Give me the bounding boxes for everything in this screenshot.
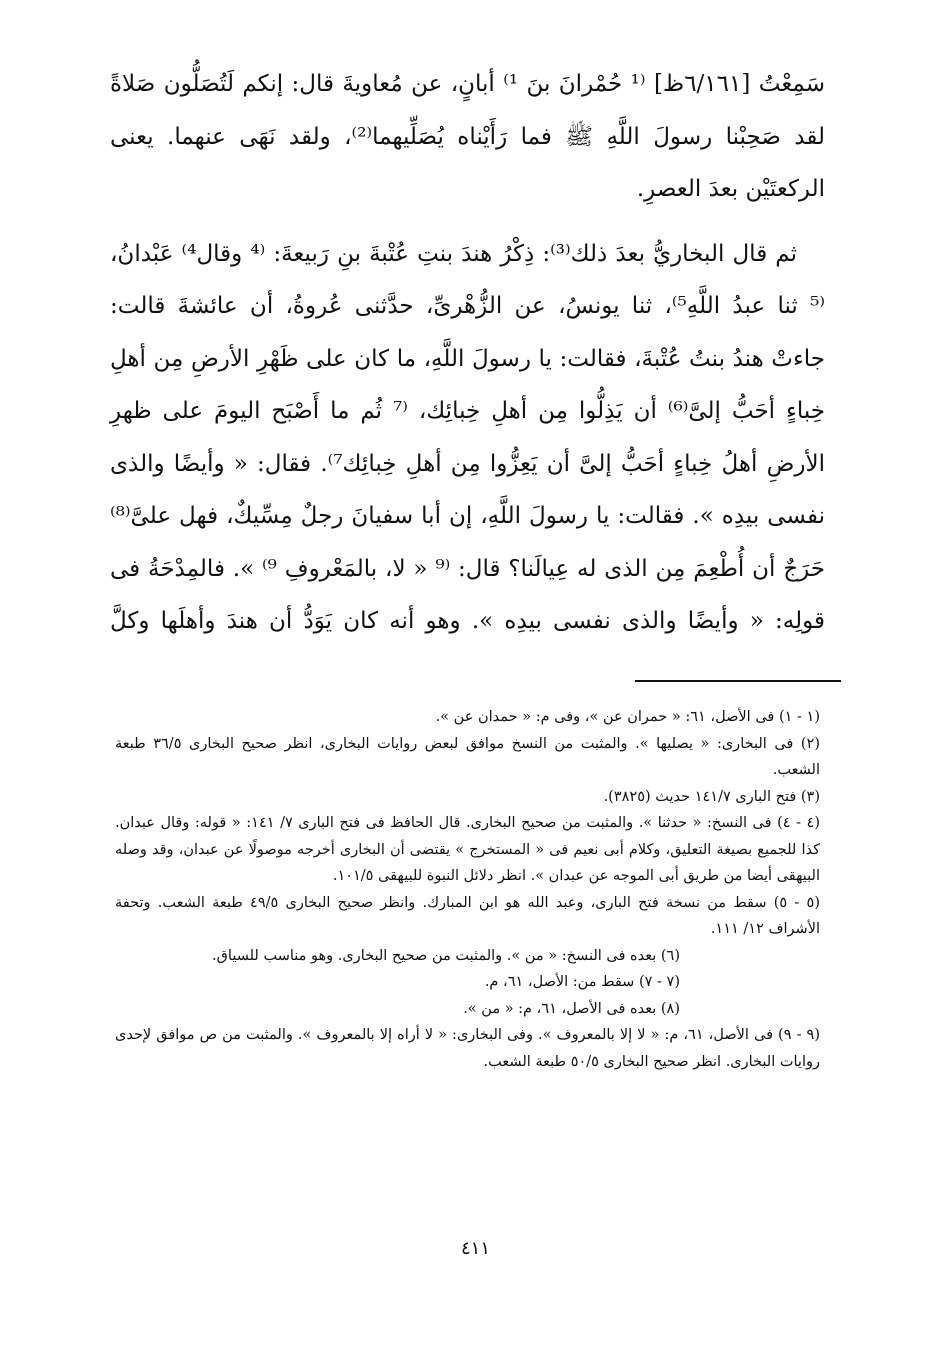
footnote-3: (٣) فتح البارى ١٤١/٧ حديث (٣٨٢٥). [603,788,820,805]
footnote-1: (١ - ١) فى الأصل، ٦١: « حمران عن »، وفى م: « حمدان عن ». [435,709,820,725]
footnote-9: (٩ - ٩) فى الأصل، ٦١، م: « لا إلا بالمعروف ». وفى البخارى: « لا أراه إلا بالمعروف ». والمثبت من ص موافق لإحدى روايات البخارى. انظر صحيح البخارى ٥٠/٥ طبعة الشعب. [115,1027,820,1070]
footnote-8: (٨) بعده فى الأصل، ٦١، م: « من ». [463,1000,680,1017]
paragraph-1: سَمِعْتُ [٦/١٦١ظ] ⁽¹ حُمْرانَ بنَ ¹⁾ أبانٍ، عن مُعاويةَ قال: إنكم لَتُصَلُّون صَلاةً لقد صَحِبْنا رسولَ اللَّهِ ﷺ فما رَأَيْناه يُصَلِّيهما⁽²⁾، ولقد نَهَى عنهما. يعنى الركعتَيْن بعدَ العصرِ. [110,71,825,202]
footnote-2: (٢) فى البخارى: « يصليها ». والمثبت من النسخ موافق لبعض روايات البخارى، انظر صحيح البخارى ٣٦/٥ طبعة الشعب. [115,735,821,778]
paragraph-2: ثم قال البخاريُّ بعدَ ذلك⁽³⁾: ذِكْرُ هندَ بنتِ عُتْبةَ بنِ رَبيعةَ: ⁽⁴ وقال⁴⁾ عَبْدانُ، ⁽⁵ ثنا عبدُ اللَّهِ⁵⁾، ثنا يونسُ، عن الزُّهْرىِّ، حدَّثنى عُروةُ، أن عائشةَ قالت: جاءتْ هندُ بنتُ عُتْبةَ، فقالت: يا رسولَ اللَّهِ، ما كان على ظَهْرِ الأرضِ مِن أهلِ خِباءٍ أحَبُّ إلىَّ⁽⁶⁾ أن يَذِلُّوا مِن أهلِ خِبائِك، ⁽⁷ ثُم ما أَصْبَح اليومَ على ظهرِ الأرضِ أهلُ خِباءٍ أحَبُّ إلىَّ أن يَعِزُّوا مِن أهلِ خِبائِك⁷⁾. فقال: « وأيضًا والذى نفسى بيدِه ». فقالت: يا رسولَ اللَّهِ، إن أبا سفيانَ رجلٌ مِسِّيكٌ، فهل علىَّ⁽⁸⁾ حَرَجٌ أن أُطْعِمَ مِن الذى له عِيالَنا؟ قال: ⁽⁹ « لا، بالمَعْروفِ ⁹⁾ ». فالمِدْحَةُ فى قولِه: « وأيضًا والذى نفسى بيدِه ». وهو أنه كان يَوَدُّ أن هندَ وأهلَها وكلَّ [110,240,826,634]
footnote-4: (٤ - ٤) فى النسخ: « حدثنا ». والمثبت من صحيح البخارى. قال الحافظ فى فتح البارى ٧/ ١٤١: « قوله: وقال عبدان. كذا للجميع بصيغة التعليق، وكلام أبى نعيم فى « المستخرج » يقتضى أن البخارى أخرجه موصولًا عن عبدان، وقد وصله البيهقى أيضا من طريق أبى الموجه عن عبدان ». انظر دلائل النبوة للبيهقى ١٠١/٥. [115,815,820,884]
footnote-separator [635,680,841,682]
footnote-7: (٧ - ٧) سقط من: الأصل، ٦١، م. [484,974,680,990]
footnote-6: (٦) بعده فى النسخ: « من ». والمثبت من صحيح البخارى. وهو مناسب للسياق. [212,947,680,964]
main-text [110,58,825,648]
footnotes [115,704,820,1075]
page-number: ٤١١ [460,1238,490,1259]
footnote-5: (٥ - ٥) سقط من نسخة فتح البارى، وعبد الله هو ابن المبارك. وانظر صحيح البخارى ٤٩/٥ طبعة الشعب. وتحفة الأشراف ١٢/ ١١١. [115,894,820,937]
